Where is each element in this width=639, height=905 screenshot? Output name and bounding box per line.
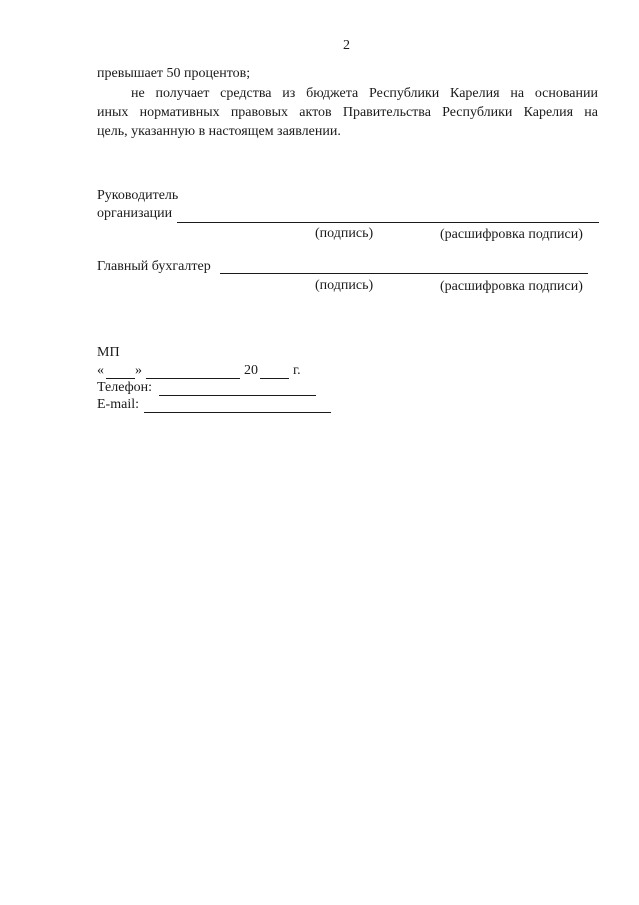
date-year-line — [260, 378, 289, 379]
date-year-prefix: 20 — [244, 363, 258, 378]
phone-line — [159, 395, 316, 396]
head-caption-decoding: (расшифровка подписи) — [440, 227, 583, 242]
accountant-caption-decoding: (расшифровка подписи) — [440, 279, 583, 294]
head-caption-signature: (подпись) — [315, 226, 374, 241]
email-label: E-mail: — [97, 397, 139, 412]
head-label-line-2: организации — [97, 206, 173, 221]
phone-label: Телефон: — [97, 380, 153, 395]
page-number: 2 — [343, 38, 350, 53]
accountant-label: Главный бухгалтер — [97, 259, 211, 274]
head-label-line-1: Руководитель — [97, 188, 179, 203]
paragraph-line-3: иных нормативных правовых актов Правительства Республики Карелия на — [97, 105, 598, 120]
accountant-caption-signature: (подпись) — [315, 278, 374, 293]
paragraph-line-1: превышает 50 процентов; — [97, 66, 251, 81]
paragraph-line-4: цель, указанную в настоящем заявлении. — [97, 124, 341, 139]
date-close-quote: » — [135, 363, 142, 378]
paragraph-line-2: не получает средства из бюджета Республики Карелия на основании — [131, 86, 598, 101]
accountant-signature-line — [220, 273, 588, 274]
email-line — [144, 412, 331, 413]
head-signature-line — [177, 222, 599, 223]
stamp-mark: МП — [97, 345, 120, 360]
date-month-line — [146, 378, 240, 379]
date-year-suffix: г. — [293, 363, 301, 378]
date-open-quote: « — [97, 363, 104, 378]
